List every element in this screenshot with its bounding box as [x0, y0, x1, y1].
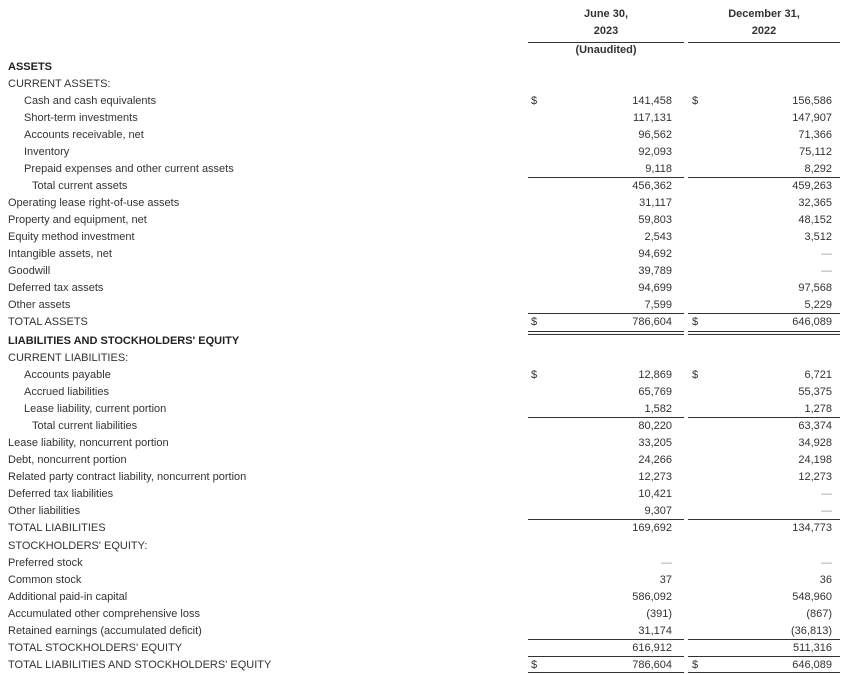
table-row	[0, 538, 842, 555]
table-row	[0, 367, 842, 384]
value-2022: 5,229	[804, 299, 832, 311]
table-row	[0, 59, 842, 76]
header-underline	[528, 42, 684, 43]
row-label: Accrued liabilities	[24, 386, 109, 398]
value-2022: —	[821, 265, 832, 277]
value-2023: 2,543	[644, 231, 672, 243]
rule-line	[528, 177, 684, 178]
row-label: Debt, noncurrent portion	[8, 454, 127, 466]
table-row	[0, 144, 842, 161]
value-2022: 55,375	[798, 386, 832, 398]
value-2023: 31,117	[639, 197, 672, 209]
currency-symbol: $	[531, 659, 538, 671]
row-label: Prepaid expenses and other current assets	[24, 163, 234, 175]
table-row	[0, 640, 842, 657]
value-2023: 12,869	[638, 369, 672, 381]
value-2022: 548,960	[792, 591, 832, 603]
row-label: Equity method investment	[8, 231, 135, 243]
value-2022: 147,907	[792, 112, 832, 124]
value-2022: (36,813)	[791, 625, 832, 637]
row-label: Total current liabilities	[32, 420, 138, 432]
value-2023: 10,421	[638, 488, 672, 500]
value-2023: 9,307	[644, 505, 672, 517]
value-2023: 37	[659, 574, 672, 586]
table-row	[0, 350, 842, 367]
table-row	[0, 297, 842, 314]
value-2023: —	[661, 557, 672, 569]
value-2023: 1,582	[644, 403, 672, 415]
row-label: Lease liability, current portion	[24, 403, 167, 415]
value-2022: 12,273	[798, 471, 832, 483]
value-2023: 39,789	[638, 265, 672, 277]
rule-line	[528, 417, 684, 418]
table-row	[0, 486, 842, 503]
table-row	[0, 229, 842, 246]
value-2023: 31,174	[638, 625, 672, 637]
table-row	[0, 161, 842, 178]
value-2022: 36	[819, 574, 832, 586]
row-label: Cash and cash equivalents	[24, 95, 157, 107]
value-2023: (391)	[646, 608, 672, 620]
rule-line	[528, 331, 684, 332]
row-label: Intangible assets, net	[8, 248, 112, 260]
row-label: TOTAL LIABILITIES AND STOCKHOLDERS' EQUITY	[8, 659, 272, 671]
value-2022: 32,365	[798, 197, 832, 209]
rule-line	[688, 519, 840, 520]
value-2023: 80,220	[638, 420, 672, 432]
currency-symbol: $	[531, 369, 538, 381]
value-2022: 156,586	[792, 95, 832, 107]
table-row	[0, 589, 842, 606]
table-row	[0, 110, 842, 127]
table-row	[0, 623, 842, 640]
currency-symbol: $	[692, 369, 699, 381]
value-2022: 646,089	[792, 659, 832, 671]
table-row	[0, 503, 842, 520]
row-label: Other liabilities	[8, 505, 81, 517]
row-label: Preferred stock	[8, 557, 83, 569]
rule-line	[528, 313, 684, 314]
value-2022: 71,366	[798, 129, 832, 141]
rule-line	[528, 334, 684, 335]
table-row	[0, 127, 842, 144]
rule-line	[528, 519, 684, 520]
value-2022: —	[821, 505, 832, 517]
rule-line	[688, 313, 840, 314]
value-2022: 1,278	[804, 403, 832, 415]
row-label: Operating lease right-of-use assets	[8, 197, 180, 209]
value-2023: 92,093	[638, 146, 672, 158]
rule-line	[528, 672, 684, 673]
table-row	[0, 314, 842, 331]
value-2022: 646,089	[792, 316, 832, 328]
value-2023: 96,562	[638, 129, 672, 141]
row-label: TOTAL STOCKHOLDERS' EQUITY	[8, 642, 183, 654]
table-row	[0, 178, 842, 195]
row-label: Inventory	[24, 146, 70, 158]
value-2022: 6,721	[804, 369, 832, 381]
row-label: Property and equipment, net	[8, 214, 147, 226]
currency-symbol: $	[531, 95, 538, 107]
value-2022: 48,152	[798, 214, 832, 226]
row-label: Accounts payable	[24, 369, 111, 381]
value-2022: 3,512	[804, 231, 832, 243]
currency-symbol: $	[531, 316, 538, 328]
value-2023: 786,604	[632, 316, 672, 328]
table-row	[0, 280, 842, 297]
rule-line	[688, 177, 840, 178]
table-row	[0, 520, 842, 537]
row-label: Total current assets	[32, 180, 128, 192]
header-underline	[688, 42, 840, 43]
row-label: TOTAL ASSETS	[8, 316, 88, 328]
table-row	[0, 555, 842, 572]
row-label: Related party contract liability, noncurrent portion	[8, 471, 247, 483]
row-label: Other assets	[8, 299, 71, 311]
row-label: Common stock	[8, 574, 82, 586]
value-2023: 786,604	[632, 659, 672, 671]
rule-line	[688, 656, 840, 657]
table-row	[0, 333, 842, 350]
table-row	[0, 469, 842, 486]
rule-line	[688, 334, 840, 335]
value-2023: 33,205	[638, 437, 672, 449]
value-2022: —	[821, 557, 832, 569]
table-row	[0, 418, 842, 435]
header-unaudited: (Unaudited)	[575, 44, 637, 56]
rule-line	[528, 656, 684, 657]
table-row	[0, 384, 842, 401]
value-2022: —	[821, 488, 832, 500]
table-row	[0, 452, 842, 469]
currency-symbol: $	[692, 316, 699, 328]
row-label: Deferred tax assets	[8, 282, 104, 294]
header-june-30: June 30,	[583, 8, 629, 20]
table-row	[0, 195, 842, 212]
row-label: Short-term investments	[24, 112, 138, 124]
value-2022: 63,374	[798, 420, 832, 432]
header-december-31: December 31,	[728, 8, 800, 20]
rule-line	[528, 639, 684, 640]
value-2023: 7,599	[644, 299, 672, 311]
value-2023: 169,692	[632, 522, 672, 534]
value-2023: 141,458	[632, 95, 672, 107]
row-label: STOCKHOLDERS' EQUITY:	[8, 540, 148, 552]
row-label: ASSETS	[8, 61, 53, 73]
value-2023: 94,699	[638, 282, 672, 294]
currency-symbol: $	[692, 659, 699, 671]
row-label: LIABILITIES AND STOCKHOLDERS' EQUITY	[8, 335, 240, 347]
table-row	[0, 401, 842, 418]
value-2022: 75,112	[799, 146, 832, 158]
row-label: TOTAL LIABILITIES	[8, 522, 106, 534]
value-2023: 117,131	[633, 112, 672, 124]
value-2022: 97,568	[798, 282, 832, 294]
table-row	[0, 246, 842, 263]
table-row	[0, 76, 842, 93]
table-row	[0, 263, 842, 280]
row-label: Deferred tax liabilities	[8, 488, 114, 500]
row-label: Accounts receivable, net	[24, 129, 144, 141]
row-label: Additional paid-in capital	[8, 591, 128, 603]
row-label: CURRENT LIABILITIES:	[8, 352, 129, 364]
value-2022: 134,773	[792, 522, 832, 534]
row-label: Retained earnings (accumulated deficit)	[8, 625, 202, 637]
value-2023: 9,118	[645, 163, 672, 175]
table-row	[0, 572, 842, 589]
value-2022: 24,198	[798, 454, 832, 466]
header-2022: 2022	[751, 25, 777, 37]
table-row	[0, 93, 842, 110]
value-2022: —	[821, 248, 832, 260]
rule-line	[688, 672, 840, 673]
row-label: Goodwill	[8, 265, 51, 277]
currency-symbol: $	[692, 95, 699, 107]
row-label: Accumulated other comprehensive loss	[8, 608, 200, 620]
rule-line	[688, 331, 840, 332]
value-2022: 34,928	[798, 437, 832, 449]
value-2023: 94,692	[638, 248, 672, 260]
header-2023: 2023	[593, 25, 619, 37]
table-row	[0, 606, 842, 623]
value-2023: 24,266	[638, 454, 672, 466]
rule-line	[688, 639, 840, 640]
table-row	[0, 435, 842, 452]
value-2022: 511,316	[793, 642, 832, 654]
value-2022: 459,263	[792, 180, 832, 192]
value-2023: 456,362	[632, 180, 672, 192]
value-2023: 65,769	[638, 386, 672, 398]
value-2023: 586,092	[632, 591, 672, 603]
value-2023: 12,273	[638, 471, 672, 483]
value-2022: 8,292	[804, 163, 832, 175]
value-2022: (867)	[806, 608, 832, 620]
rule-line	[688, 417, 840, 418]
value-2023: 59,803	[638, 214, 672, 226]
table-row	[0, 212, 842, 229]
row-label: Lease liability, noncurrent portion	[8, 437, 169, 449]
row-label: CURRENT ASSETS:	[8, 78, 111, 90]
value-2023: 616,912	[632, 642, 672, 654]
